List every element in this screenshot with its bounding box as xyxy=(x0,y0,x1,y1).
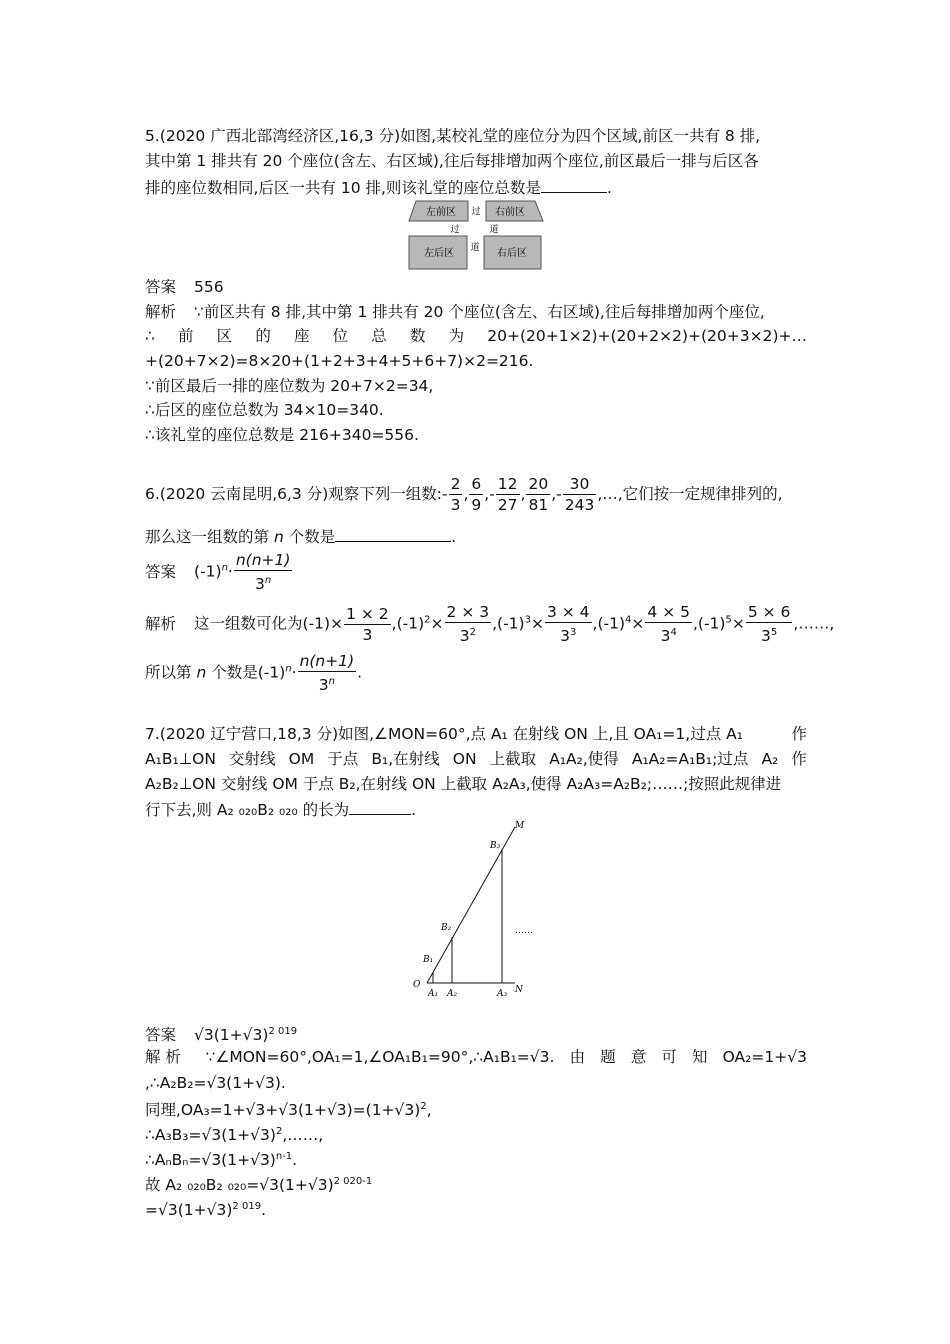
answer-blank xyxy=(335,526,451,542)
right-back-label: 右后区 xyxy=(497,248,527,259)
fraction: $\frac{3 \times 4}{3^3}$ xyxy=(546,603,590,645)
label-a1: A₁ xyxy=(428,989,439,999)
q5-analysis-1: 解析 ∵前区共有 8 排,其中第 1 排共有 20 个座位(含左、右区域),往后每排增加两个座位, xyxy=(145,303,765,321)
fraction: $\frac{20}{81}$ xyxy=(528,475,549,514)
auditorium-figure xyxy=(405,198,545,272)
q7-analysis-7: $=√3(1+√3)^{2 019}$. xyxy=(145,1201,266,1219)
q5-analysis-5: ∴后区的座位总数为 34×10=340. xyxy=(145,401,384,419)
fraction: $\frac{2 \times 3}{3^2}$ xyxy=(446,603,490,645)
q6-analysis-1: 解析 这一组数可化为(-1)× $\frac{1 \times 2}{3}$ $,(-1)^2\times$ $\frac{2 \times 3}{3^2}$ $,(-1)^3\times$ $\frac{3 \times 4}{3^3}$ $,(-1)^4\times$ $\frac{4 \times 5}{3^4}$ $,(-1)^5\times$ $\frac{5 \times 6}{3^5}$ ,……, xyxy=(145,603,835,645)
ellipsis: …… xyxy=(515,926,533,936)
q7-analysis-5: $\therefore A_nB_n=√3(1+√3)^{n-1}$. xyxy=(145,1151,298,1169)
label-b3: B₃ xyxy=(490,841,501,851)
fraction: $\frac{4 \times 5}{3^4}$ xyxy=(647,603,690,645)
analysis-label: 解析 xyxy=(145,614,177,633)
q6-line-1: 6.(2020 云南昆明,6,3 分)观察下列一组数:- $\frac{2}{3}$ , $\frac{6}{9}$ ,- $\frac{12}{27}$ , $\frac{20}{81}$ ,- $\frac{30}{243}$ ,…,它们按一定规律排列的, xyxy=(145,475,783,514)
analysis-label: 解析 xyxy=(145,303,177,321)
answer-label: 答案 xyxy=(145,1026,177,1044)
q7-analysis-1: 解 析 ∵∠MON=60°,OA₁=1,∠OA₁B₁=90°,∴A₁B₁=√3. 由 题 意 可 知 OA₂=1+√3 xyxy=(145,1048,807,1066)
answer-blank xyxy=(541,177,607,193)
q7-analysis-2: ,∴A₂B₂=√3(1+√3). xyxy=(145,1074,286,1092)
fraction: $\frac{n(n+1)}{3^n}$ xyxy=(235,551,291,593)
answer-label: 答案 xyxy=(145,278,177,296)
ray-geometry-figure xyxy=(405,816,545,1002)
fraction: $\frac{6}{9}$ xyxy=(471,475,482,514)
q7-line-3: A₂B₂⊥ON 交射线 OM 于点 B₂,在射线 ON 上截取 A₂A₃,使得 A₂A₃=A₂B₂;……;按照此规律进 xyxy=(145,775,782,793)
label-n: N xyxy=(515,985,523,995)
label-b2: B₂ xyxy=(441,923,452,933)
q5-analysis-2: ∴ 前 区 的 座 位 总 数 为 20+(20+1×2)+(20+2×2)+(20+3×2)+… xyxy=(145,327,807,345)
q5-answer xyxy=(145,277,224,297)
fraction: $\frac{n(n+1)}{3^n}$ xyxy=(299,652,355,694)
aisle-char: 过 xyxy=(471,207,481,217)
q7-line-1: 7.(2020 辽宁营口,18,3 分)如图,∠MON=60°,点 A₁ 在射线 ON 上,且 OA₁=1,过点 A₁ 作 xyxy=(145,725,807,743)
aisle-char: 过 xyxy=(450,225,460,235)
answer-value: 556 xyxy=(194,278,224,296)
q7-line-4: 行下去,则 A₂ ₀₂₀B₂ ₀₂₀ 的长为 . xyxy=(145,801,417,819)
q5-analysis-4: ∵前区最后一排的座位数为 20+7×2=34, xyxy=(145,377,434,395)
fraction: $\frac{1 \times 2}{3}$ xyxy=(346,604,389,644)
label-a2: A₂ xyxy=(447,989,458,999)
aisle-char: 道 xyxy=(489,225,499,235)
q6-answer: 答案 $(-1)^n\cdot$ $\frac{n(n+1)}{3^n}$ xyxy=(145,551,291,593)
q7-analysis-3: 同理$,OA_3=1+√3+√3(1+√3)=(1+√3)^2$, xyxy=(145,1101,432,1119)
q5-analysis-6: ∴该礼堂的座位总数是 216+340=556. xyxy=(145,426,419,444)
left-back-label: 左后区 xyxy=(424,248,454,259)
label-b1: B₁ xyxy=(423,955,434,965)
q7-analysis-4: $\therefore A_3B_3=√3(1+√3)^2,\dots\dots$, xyxy=(145,1126,324,1144)
aisle-char: 道 xyxy=(470,243,480,253)
left-front-label: 左前区 xyxy=(426,207,456,218)
q7-analysis-6: 故 A₂ ₀₂₀B₂ $_{020}=√3(1+√3)^{2 020-1}$ xyxy=(145,1176,373,1194)
q7-answer: 答案 $√3(1+√3)^{2 019}$ xyxy=(145,1026,298,1044)
label-m: M xyxy=(515,821,525,831)
q7-line-2: A₁B₁⊥ON 交射线 OM 于点 B₁,在射线 ON 上截取 A₁A₂,使得 A₁A₂=A₁B₁;过点 A₂ 作 xyxy=(145,750,807,768)
q5-line-2: 其中第 1 排共有 20 个座位(含左、右区域),往后每排增加两个座位,前区最后一排与后区各 xyxy=(145,152,759,170)
q5-analysis-3: +(20+7×2)=8×20+(1+2+3+4+5+6+7)×2=216. xyxy=(145,352,534,370)
fraction: $\frac{30}{243}$ xyxy=(564,475,595,514)
label-o: O xyxy=(413,980,421,990)
analysis-label: 解 析 xyxy=(145,1048,181,1066)
fraction: $\frac{2}{3}$ xyxy=(450,475,461,514)
label-a3: A₃ xyxy=(497,989,508,999)
q5-line-1: 5.(2020 广西北部湾经济区,16,3 分)如图,某校礼堂的座位分为四个区域,前区一共有 8 排, xyxy=(145,127,761,145)
q5-line-3: 排的座位数相同,后区一共有 10 排,则该礼堂的座位总数是 . xyxy=(145,179,612,197)
right-front-label: 右前区 xyxy=(495,207,525,218)
answer-label: 答案 xyxy=(145,562,177,581)
q6-analysis-2: 所以第 n 个数是$(-1)^n\cdot$ $\frac{n(n+1)}{3^n}$ . xyxy=(145,652,363,694)
answer-blank xyxy=(349,799,411,815)
q6-line-2: 那么这一组数的第 n 个数是 . xyxy=(145,528,457,546)
fraction: $\frac{5 \times 6}{3^5}$ xyxy=(747,603,791,645)
fraction: $\frac{12}{27}$ xyxy=(497,475,518,514)
